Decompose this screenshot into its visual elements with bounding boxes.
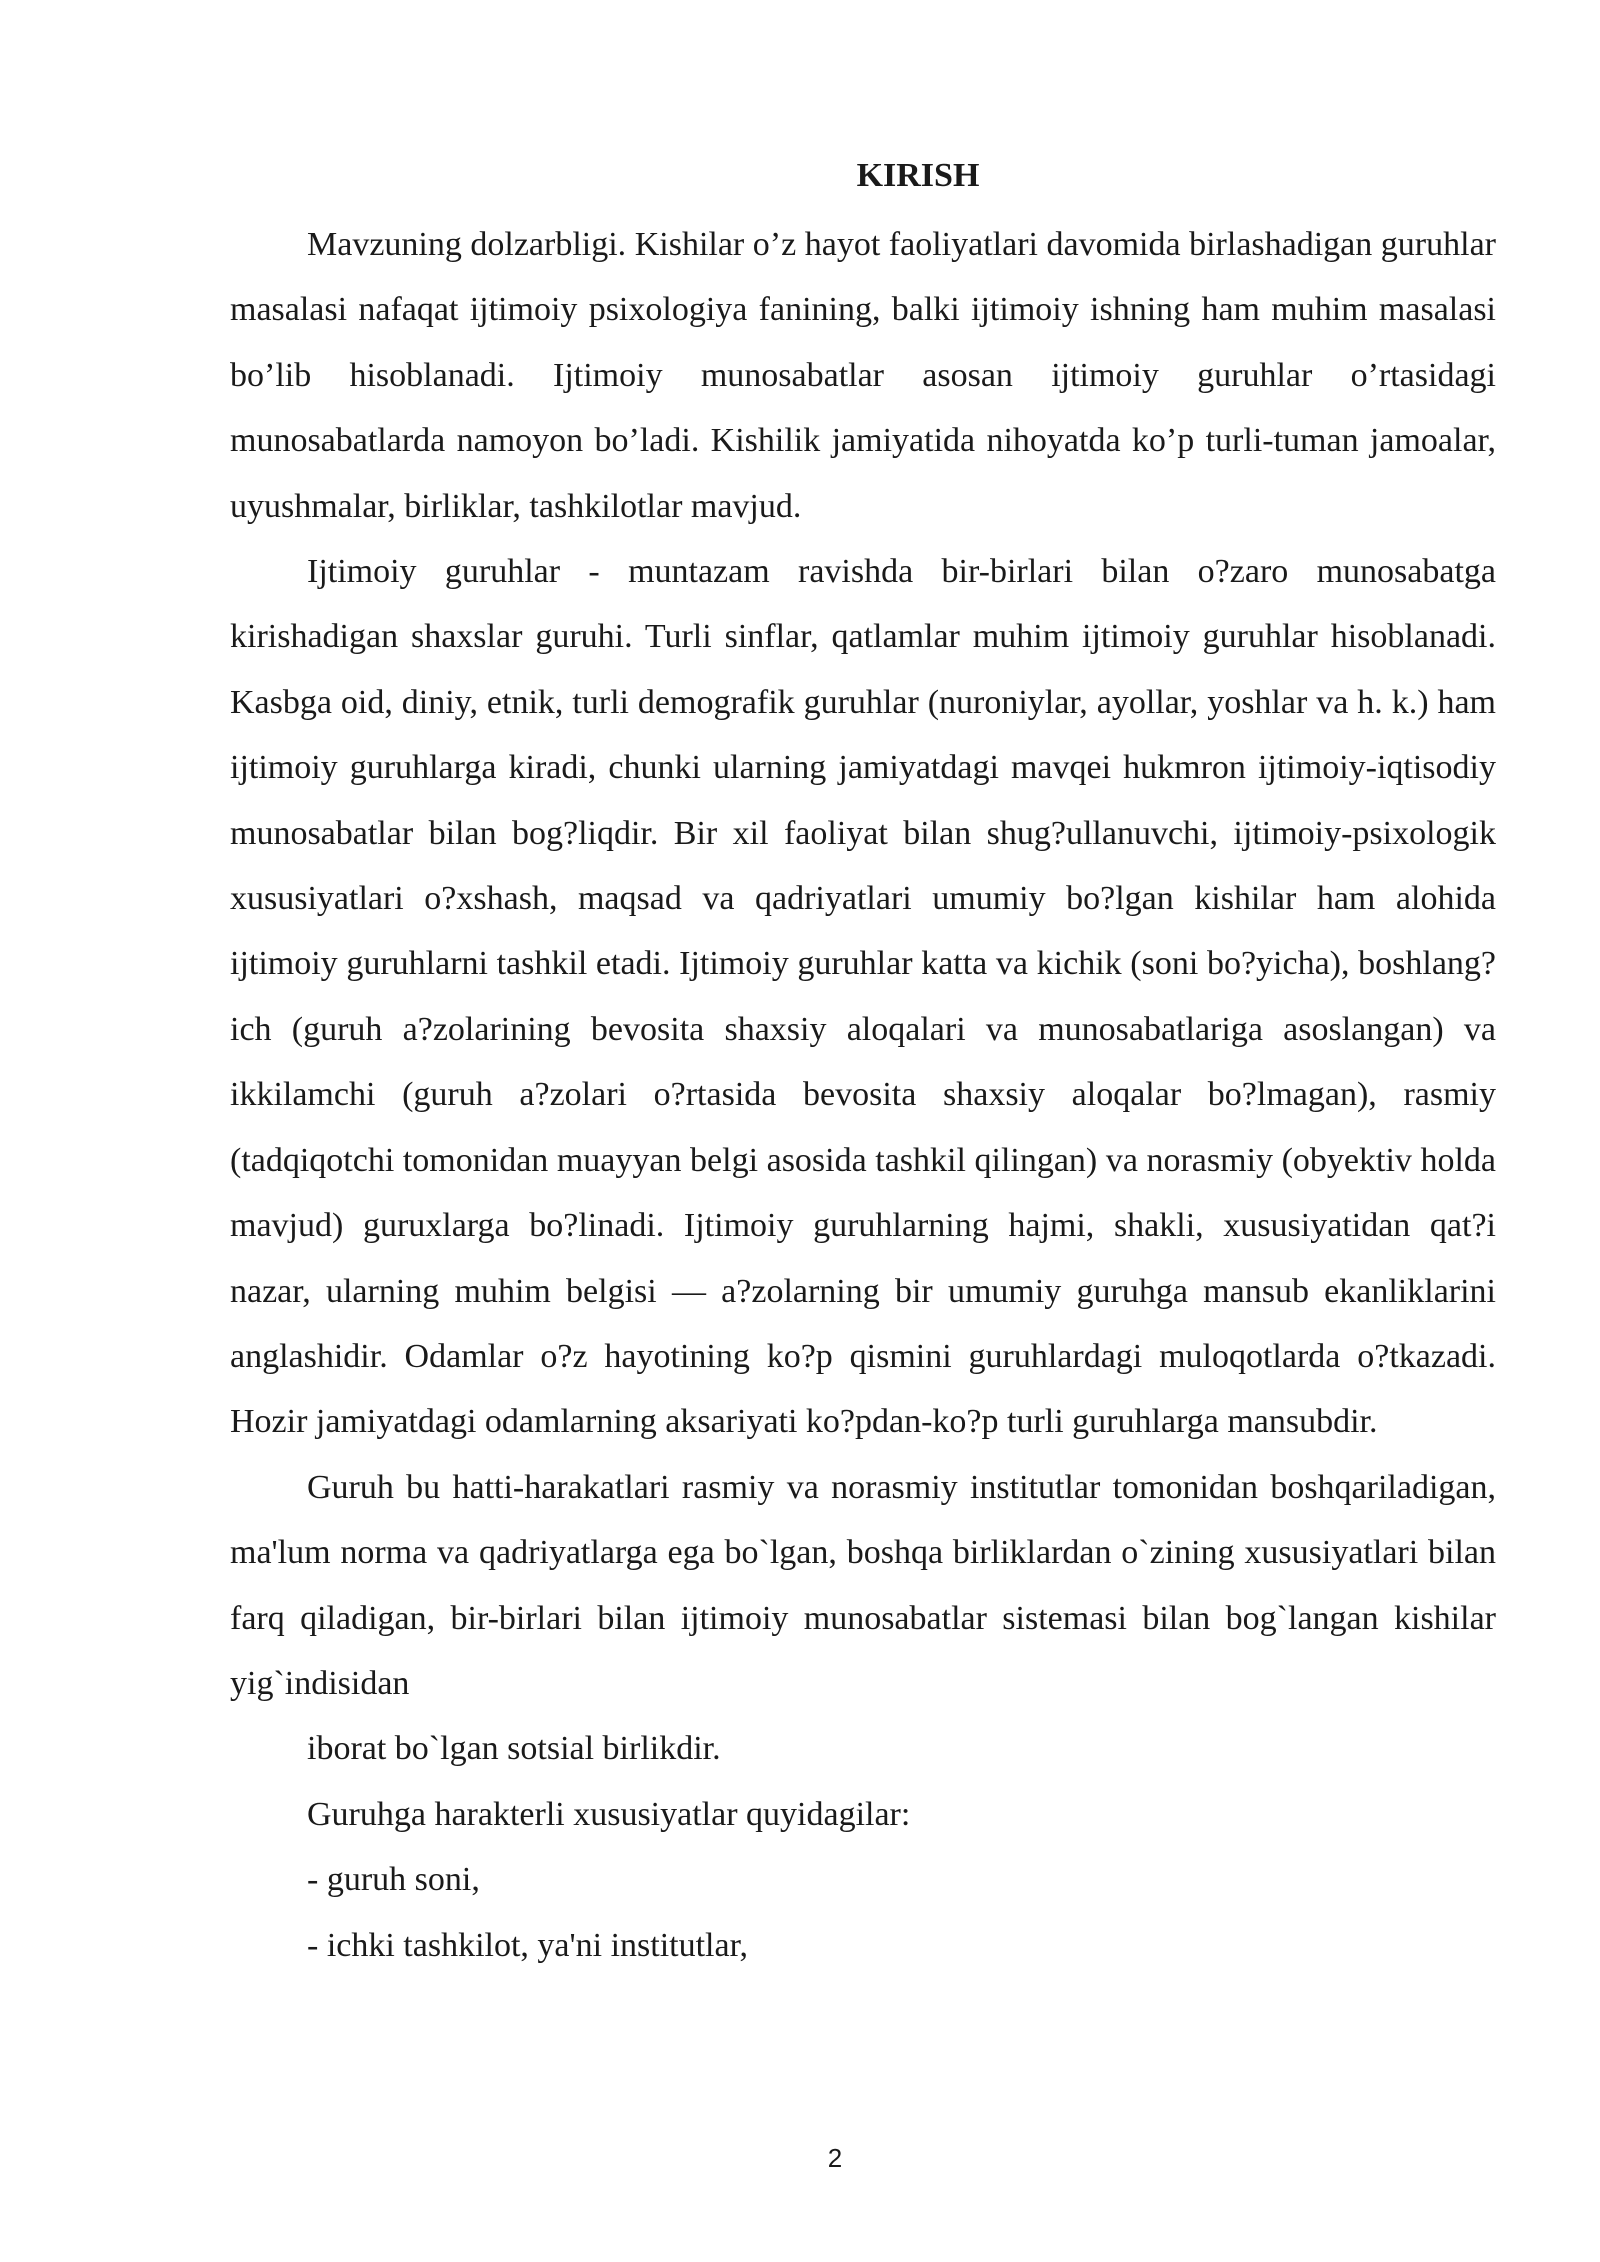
paragraph-group-definition: Guruh bu hatti-harakatlari rasmiy va norasmiy institutlar tomonidan boshqariladigan, ma'lum norma va qadriyatlarga ega bo`lgan, boshqa birliklardan o`zining xususiyatlari bilan farq qiladigan, bir-birlari bilan ijtimoiy munosabatlar sistemasi bilan bog`langan kishilar yig`indisidan xyxy=(230,1468,1496,1702)
page-number: 2 xyxy=(827,2143,843,2173)
list-item: - ichki tashkilot, ya'ni institutlar, xyxy=(307,1926,749,1964)
list-item: - guruh soni, xyxy=(307,1861,480,1899)
page-heading: KIRISH xyxy=(856,157,980,194)
paragraph-relevance: Mavzuning dolzarbligi. Kishilar o’z hayot faoliyatlari davomida birlashadigan guruhlar masalasi nafaqat ijtimoiy psixologiya fanining, balki ijtimoiy ishning ham muhim masalasi bo’lib hisoblanadi. Ijtimoiy munosabatlar asosan ijtimoiy guruhlar o’rtasidagi munosabatlarda namoyon bo’ladi. Kishilik jamiyatida nihoyatda ko’p turli-tuman jamoalar, uyushmalar, birliklar, tashkilotlar mavjud. xyxy=(230,226,1496,525)
page-content xyxy=(230,148,1496,1978)
paragraph-social-groups: Ijtimoiy guruhlar - muntazam ravishda bir-birlari bilan o?zaro munosabatga kirishadigan shaxslar guruhi. Turli sinflar, qatlamlar muhim ijtimoiy guruhlar hisoblanadi. Kasbga oid, diniy, etnik, turli demografik guruhlar (nuroniylar, ayollar, yoshlar va h. k.) ham ijtimoiy guruhlarga kiradi, chunki ularning jamiyatdagi mavqei hukmron ijtimoiy-iqtisodiy munosabatlar bilan bog?liqdir. Bir xil faoliyat bilan shug?ullanuvchi, ijtimoiy-psixologik xususiyatlari o?xshash, maqsad va qadriyatlari umumiy bo?lgan kishilar ham alohida ijtimoiy guruhlarni tashkil etadi. Ijtimoiy guruhlar katta va kichik (soni bo?yicha), boshlang?ich (guruh a?zolarining bevosita shaxsiy aloqalari va munosabatlariga asoslangan) va ikkilamchi (guruh a?zolari o?rtasida bevosita shaxsiy aloqalar bo?lmagan), rasmiy (tadqiqotchi tomonidan muayyan belgi asosida tashkil qilingan) va norasmiy (obyektiv holda mavjud) guruxlarga bo?linadi. Ijtimoiy guruhlarning hajmi, shakli, xususiyatidan qat?i nazar, ularning muhim belgisi — a?zolarning bir umumiy guruhga mansub ekanliklarini anglashidir. Odamlar o?z hayotining ko?p qismini guruhlardagi muloqotlarda o?tkazadi. Hozir jamiyatdagi odamlarning aksariyati ko?pdan-ko?p turli guruhlarga mansubdir. xyxy=(230,553,1496,1441)
text-line: Guruhga harakterli xususiyatlar quyidagilar: xyxy=(307,1795,911,1833)
text-line: iborat bo`lgan sotsial birlikdir. xyxy=(307,1730,721,1768)
